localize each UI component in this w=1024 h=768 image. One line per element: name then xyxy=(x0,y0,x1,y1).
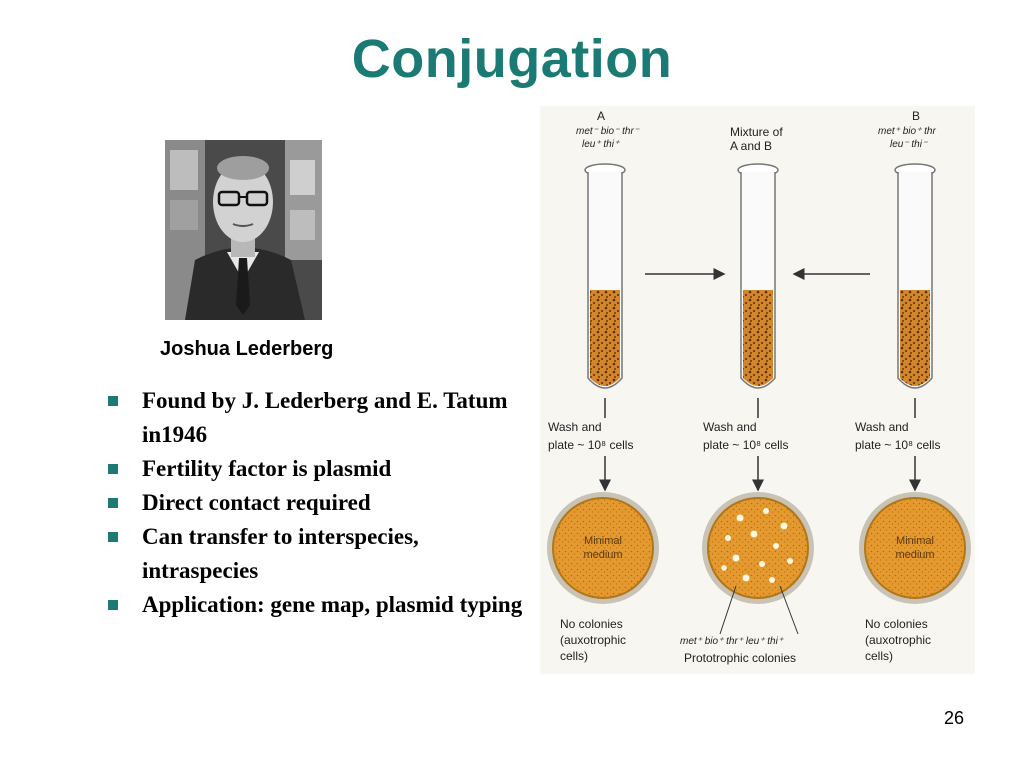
result-a-text: (auxotrophic xyxy=(560,633,627,647)
wash-label-b: Wash and xyxy=(855,420,909,434)
tube-a-label: A xyxy=(597,109,606,123)
portrait-photo xyxy=(165,140,322,320)
result-mix-genotype: met⁺ bio⁺ thr⁺ leu⁺ thi⁺ xyxy=(680,636,784,647)
plate-a-label: medium xyxy=(583,549,623,561)
tube-a-genotype: leu⁺ thi⁺ xyxy=(582,139,620,150)
plate-b-label: medium xyxy=(895,549,935,561)
result-b-text: cells) xyxy=(865,649,894,663)
wash-label-a: Wash and xyxy=(548,420,602,434)
bullet-item: Can transfer to interspecies, intraspecies xyxy=(108,520,528,588)
square-bullet-icon xyxy=(108,464,118,474)
tube-b-label: B xyxy=(912,109,921,123)
bullet-item: Found by J. Lederberg and E. Tatum in1946 xyxy=(108,384,528,452)
tube-b-genotype: met⁺ bio⁺ thr xyxy=(878,126,936,137)
square-bullet-icon xyxy=(108,396,118,406)
wash-label-mix: Wash and xyxy=(703,420,757,434)
result-b-text: (auxotrophic xyxy=(865,633,932,647)
wash-label-mix: plate ~ 10⁸ cells xyxy=(703,438,789,452)
square-bullet-icon xyxy=(108,498,118,508)
result-a-text: No colonies xyxy=(560,617,623,631)
page-number: 26 xyxy=(943,708,964,728)
tube-mix-label: A and B xyxy=(730,139,773,153)
test-tube-a xyxy=(585,164,625,388)
test-tube-b xyxy=(895,164,935,388)
result-a-text: cells) xyxy=(560,649,589,663)
result-b-text: No colonies xyxy=(865,617,928,631)
bullet-item: Direct contact required xyxy=(108,486,528,520)
bullet-item: Fertility factor is plasmid xyxy=(108,452,528,486)
square-bullet-icon xyxy=(108,532,118,542)
tube-mix-label: Mixture of xyxy=(730,125,783,139)
plate-b-label: Minimal xyxy=(896,535,934,547)
tube-a-genotype: met⁻ bio⁻ thr⁻ xyxy=(576,126,640,137)
test-tube-mix xyxy=(738,164,778,388)
bullet-list xyxy=(108,384,528,622)
result-mix-text: Prototrophic colonies xyxy=(684,651,797,665)
photo-caption: Joshua Lederberg xyxy=(160,338,334,360)
wash-label-b: plate ~ 10⁸ cells xyxy=(855,438,941,452)
slide-title: Conjugation xyxy=(351,29,673,89)
conjugation-diagram xyxy=(540,106,975,674)
square-bullet-icon xyxy=(108,600,118,610)
wash-label-a: plate ~ 10⁸ cells xyxy=(548,438,634,452)
petri-plate-b xyxy=(859,492,971,604)
petri-plate-a xyxy=(547,492,659,604)
bullet-item: Application: gene map, plasmid typing xyxy=(108,588,528,622)
plate-a-label: Minimal xyxy=(584,535,622,547)
tube-b-genotype: leu⁻ thi⁻ xyxy=(890,139,928,150)
